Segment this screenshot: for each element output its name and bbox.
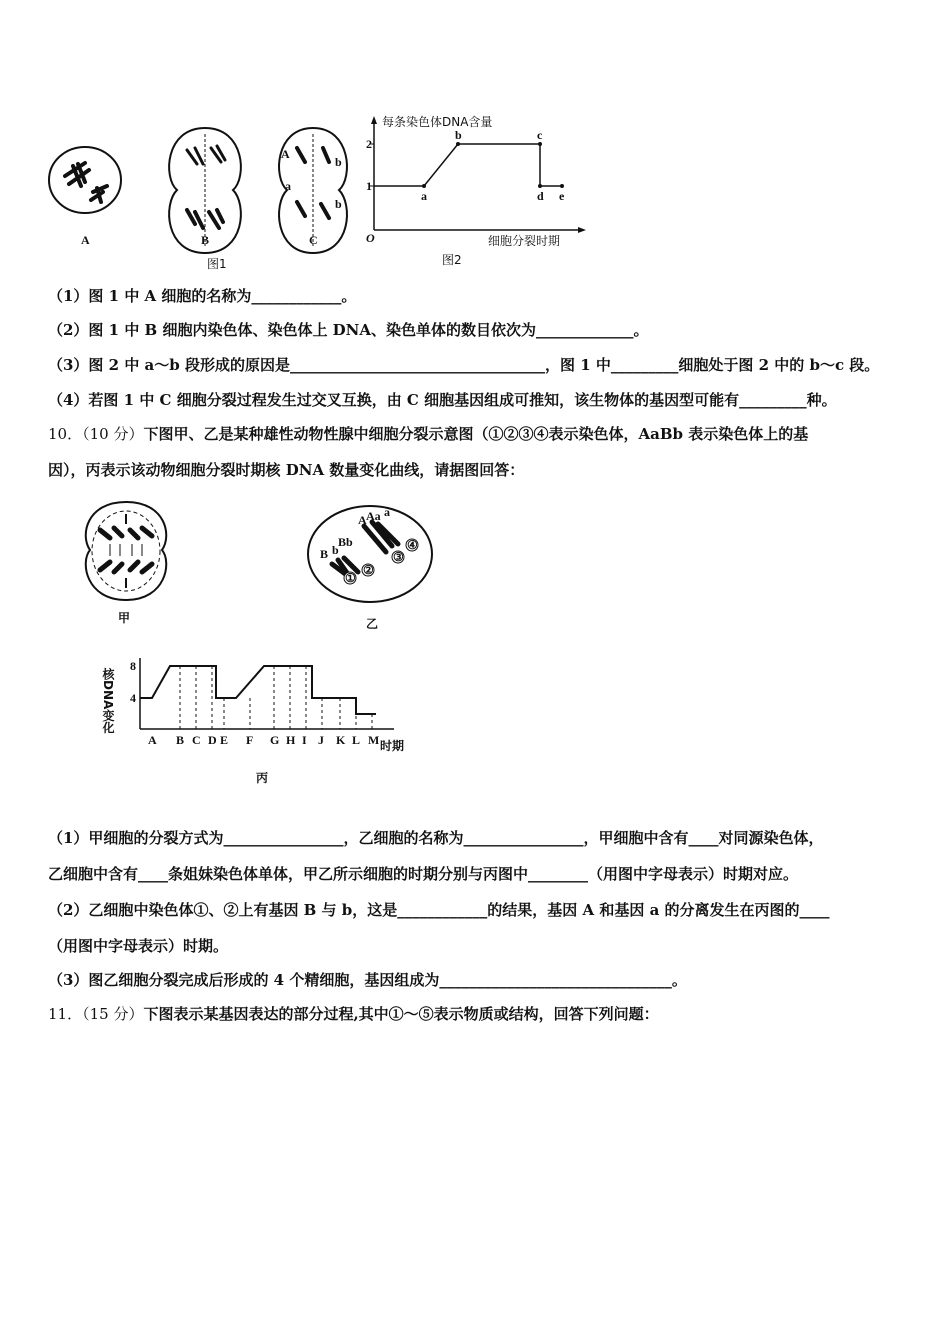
q10-item-2a: （2）乙细胞中染色体①、②上有基因 B 与 b，这是____________的结果，基因 A 和基因 a 的分离发生在丙图的____ (48, 901, 830, 919)
q9-item-2: （2）图 1 中 B 细胞内染色体、染色体上 DNA、染色单体的数目依次为_____________。 (48, 321, 649, 339)
q10-stem-1: 下图甲、乙是某种雄性动物性腺中细胞分裂示意图（①②③④表示染色体，AaBb 表示染色体上的基 (143, 425, 809, 443)
q11-stem-text: 下图表示某基因表达的部分过程,其中①～⑤表示物质或结构，回答下列问题： (143, 1005, 659, 1023)
figure-yi (302, 500, 442, 632)
q10-stem-line-1 (48, 424, 910, 444)
figure-2-point-label-d: d (537, 189, 544, 203)
q9-item-1: （1）图 1 中 A 细胞的名称为____________。 (48, 287, 357, 305)
yi-gene-B: B (320, 547, 329, 561)
cell-c-gene-3: b (335, 155, 342, 169)
figure-bing-chart (101, 652, 414, 792)
figure-2-ylabel: 每条染色体DNA含量 (382, 115, 493, 129)
figure-1 (45, 118, 365, 278)
figure-yi-label: 乙 (366, 617, 379, 631)
chart-series-line (140, 666, 376, 714)
yi-gene-Bb: Bb (338, 535, 353, 549)
chart-title: 丙 (256, 771, 269, 785)
figure-2-point-b (456, 142, 460, 146)
figure-2-ytick-1: 1 (366, 179, 372, 193)
q10-stem-line-2: 因），丙表示该动物细胞分裂时期核 DNA 数量变化曲线，请据图回答： (48, 461, 525, 479)
yi-chr-4: ④ (407, 538, 418, 552)
figure-2-caption: 图2 (442, 253, 462, 267)
chart-xtick-K: K (336, 733, 346, 747)
q10-item-1b: 乙细胞中含有____条姐妹染色体单体，甲乙所示细胞的时期分别与丙图中________（用图中字母表示）时期对应。 (48, 865, 799, 883)
chart-xtick-B: B (176, 733, 185, 747)
chart-xtick-L: L (352, 733, 361, 747)
chart-xtick-A: A (148, 733, 157, 747)
q9-item-4: （4）若图 1 中 C 细胞分裂过程发生过交叉互换，由 C 细胞基因组成可推知，该生物体的基因型可能有_________种。 (48, 391, 837, 409)
yi-chr-3: ③ (393, 550, 404, 564)
yi-gene-A: A (358, 513, 367, 527)
chart-xtick-F: F (246, 733, 254, 747)
yi-chr-1: ① (345, 571, 356, 585)
chart-ytick-4: 4 (130, 691, 136, 705)
figure-2-ytick-2: 2 (366, 137, 372, 151)
figure-2-xlabel: 细胞分裂时期 (488, 234, 561, 248)
q10-number: 10．（10 分） (48, 425, 144, 443)
figure-2-point-label-b: b (455, 128, 462, 142)
figure-2-point-label-e: e (559, 189, 565, 203)
chart-xlabel: 时期 (380, 739, 405, 753)
figure-1-caption: 图1 (207, 257, 227, 271)
figure-jia (80, 496, 180, 626)
chart-xtick-C: C (192, 733, 201, 747)
cell-c-gene-4: b (335, 197, 342, 211)
yi-chr-2: ② (363, 563, 374, 577)
chart-xtick-I: I (302, 733, 307, 747)
chart-xtick-H: H (286, 733, 296, 747)
figure-2-line (374, 144, 562, 186)
q11-number: 11．（15 分） (48, 1005, 144, 1023)
cell-c (279, 128, 347, 253)
chart-ytick-8: 8 (130, 659, 136, 673)
figure-2-point-label-a: a (421, 189, 427, 203)
chart-xtick-J: J (318, 733, 324, 747)
cell-b-label: B (201, 233, 210, 247)
chart-xtick-E: E (220, 733, 229, 747)
q10-item-1a: （1）甲细胞的分裂方式为________________，乙细胞的名称为________________，甲细胞中含有____对同源染色体， (48, 829, 824, 847)
yi-gene-Aa: Aa (366, 509, 381, 523)
yi-gene-b: b (332, 543, 339, 557)
q11-stem (48, 1004, 910, 1024)
q9-item-3: （3）图 2 中 a～b 段形成的原因是__________________________________，图 1 中_________细胞处于图 2 中的 b～c 段。 (48, 356, 880, 374)
figure-2-point-c (538, 142, 542, 146)
figure-2-point-a (422, 184, 426, 188)
figure-2-point-label-c: c (537, 128, 543, 142)
cell-c-gene-1: A (281, 147, 290, 161)
figure-2-origin: O (366, 231, 375, 245)
cell-a (49, 147, 121, 247)
cell-c-label: C (309, 233, 318, 247)
chart-xtick-M: M (368, 733, 380, 747)
figure-2 (362, 110, 592, 270)
figure-2-point-e (560, 184, 564, 188)
chart-ylabel: 核DNA变化 (101, 668, 115, 734)
q10-item-2b: （用图中字母表示）时期。 (48, 937, 229, 955)
cell-b (169, 128, 241, 253)
chart-xtick-D: D (208, 733, 217, 747)
chart-xtick-G: G (270, 733, 280, 747)
figure-2-point-d (538, 184, 542, 188)
figure-jia-label: 甲 (118, 611, 131, 625)
q10-item-3: （3）图乙细胞分裂完成后形成的 4 个精细胞，基因组成为_______________________________。 (48, 971, 687, 989)
cell-a-label: A (81, 233, 90, 247)
cell-c-gene-2: a (285, 179, 291, 193)
yi-gene-a: a (384, 505, 390, 519)
